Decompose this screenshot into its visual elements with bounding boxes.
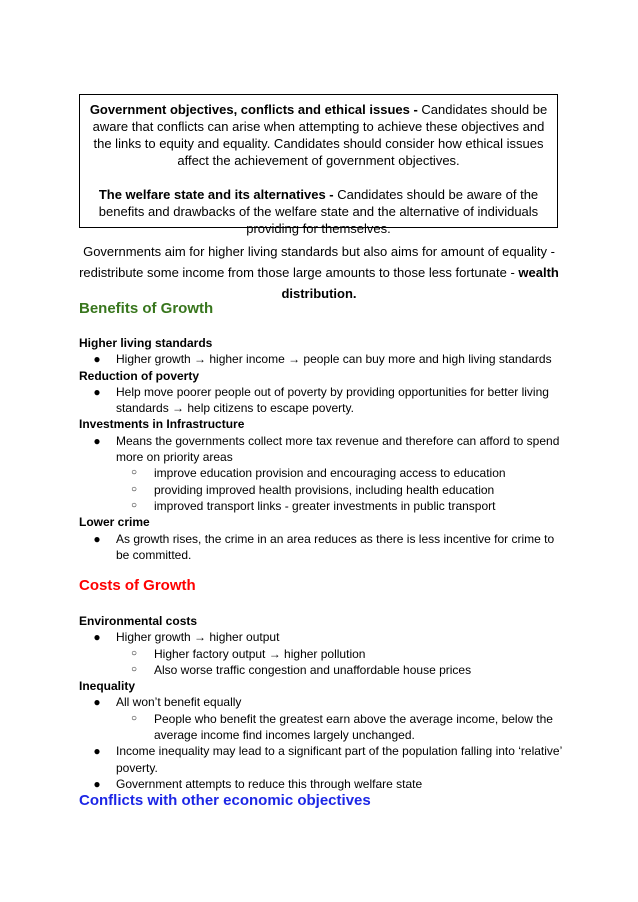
- list-item: ● Means the governments collect more tax revenue and therefore can afford to spend more on priority areas: [79, 433, 569, 466]
- hollow-bullet-icon: ○: [130, 483, 138, 495]
- crime-title: Lower crime: [79, 515, 150, 530]
- list-item: ● All won’t benefit equally: [79, 694, 569, 710]
- spec-paragraph-welfare: The welfare state and its alternatives - Candidates should be aware of the benefits and drawbacks of the welfare state and the alternative of individuals providing for themselves.: [98, 187, 539, 236]
- hollow-bullet-icon: ○: [130, 712, 138, 724]
- sub-list-item: ○ Higher factory output → higher pollution: [79, 646, 569, 662]
- sub-list-item: ○ People who benefit the greatest earn above the average income, below the average income find incomes largely unchanged.: [79, 711, 569, 744]
- poverty-title: Reduction of poverty: [79, 368, 200, 383]
- sub-list-item: ○ providing improved health provisions, including health education: [79, 482, 569, 498]
- inequality-title: Inequality: [79, 679, 136, 694]
- conflicts-heading: Conflicts with other economic objectives: [79, 792, 371, 809]
- bullet-icon: ●: [93, 695, 101, 710]
- living-standards-title: Higher living standards: [79, 336, 213, 350]
- list-item: ● Government attempts to reduce this through welfare state: [79, 776, 569, 792]
- hollow-bullet-icon: ○: [130, 499, 138, 511]
- list-item: ● Help move poorer people out of poverty by providing opportunities for better living standards → help citizens to escape poverty.: [79, 384, 569, 417]
- sub-list-item: ○ improve education provision and encouraging access to education: [79, 465, 569, 481]
- sub-list-item: ○ improved transport links - greater investments in public transport: [79, 498, 569, 514]
- environmental-costs-title: Environmental costs: [79, 614, 198, 628]
- bullet-icon: ●: [93, 776, 101, 791]
- bullet-icon: ●: [93, 433, 101, 448]
- benefits-section: [79, 335, 569, 563]
- costs-heading: Costs of Growth: [79, 577, 196, 594]
- intro-paragraph: Governments aim for higher living standards but also aims for amount of equality - redistribute some income from those large amounts to those less fortunate - wealth distribution.: [79, 244, 559, 301]
- list-item: ● Higher growth → higher income → people can buy more and high living standards: [79, 351, 569, 367]
- list-item: ● Income inequality may lead to a significant part of the population falling into ‘relative’ poverty.: [79, 743, 569, 776]
- sub-list-item: ○ Also worse traffic congestion and unaffordable house prices: [79, 662, 569, 678]
- bullet-icon: ●: [93, 630, 101, 645]
- hollow-bullet-icon: ○: [130, 467, 138, 479]
- hollow-bullet-icon: ○: [130, 663, 138, 675]
- infrastructure-title: Investments in Infrastructure: [79, 417, 245, 432]
- bullet-icon: ●: [93, 384, 101, 399]
- list-item: ● As growth rises, the crime in an area reduces as there is less incentive for crime to be committed.: [79, 531, 569, 564]
- specification-box: [79, 94, 558, 236]
- costs-section: [79, 613, 569, 792]
- benefits-heading: Benefits of Growth: [79, 300, 214, 317]
- bullet-icon: ●: [93, 352, 101, 367]
- bullet-icon: ●: [93, 531, 101, 546]
- list-item: ● Higher growth → higher output: [79, 629, 569, 645]
- hollow-bullet-icon: ○: [130, 647, 138, 659]
- bullet-icon: ●: [93, 744, 101, 759]
- spec-paragraph-objectives: Government objectives, conflicts and ethical issues - Candidates should be aware that conflicts can arise when attempting to achieve these objectives and the links to equity and equality. Candidates should consider how ethical issues affect the achievement of government objectives.: [89, 102, 548, 168]
